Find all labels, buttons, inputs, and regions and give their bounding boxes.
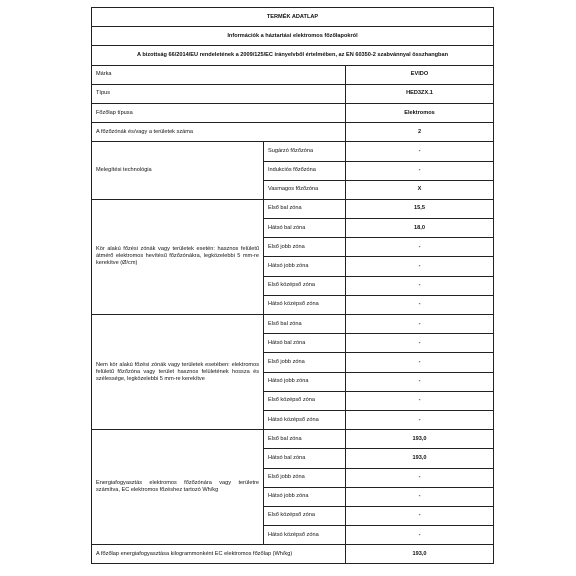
basic-row [92,103,494,122]
zone-label: Hátsó bal zóna [264,219,346,238]
row-value: 2 [346,123,494,142]
total-row [92,545,494,564]
zone-label: Indukciós főzőzóna [264,161,346,180]
zone-value: - [346,468,494,487]
zone-value: 15,5 [346,199,494,218]
zone-value: - [346,161,494,180]
zone-value: - [346,276,494,295]
product-data-sheet [91,7,494,564]
zone-value: - [346,487,494,506]
row-label: Főzőlap típusa [92,103,346,122]
zone-value: - [346,315,494,334]
zone-label: Hátsó jobb zóna [264,257,346,276]
zone-value: - [346,391,494,410]
zone-value: - [346,526,494,545]
zone-label: Hátsó jobb zóna [264,372,346,391]
zone-value: - [346,238,494,257]
subtitle-row [92,27,494,46]
zone-label: Első jobb zóna [264,468,346,487]
zone-label: Vasmagos főzőzóna [264,180,346,199]
heating-group-label: Melegítési technológia [92,142,264,200]
zone-value: - [346,410,494,429]
zone-value: - [346,295,494,314]
zone-value: 18,0 [346,219,494,238]
basic-row [92,84,494,103]
zone-value: - [346,142,494,161]
circular-row [92,199,494,218]
zone-label: Első bal zóna [264,199,346,218]
zone-label: Első jobb zóna [264,353,346,372]
zone-label: Első középső zóna [264,506,346,525]
row-value: Elektromos [346,103,494,122]
basic-row [92,123,494,142]
regulation-text: A bizottság 66/2014/EU rendeletének a 2009/125/EC irányelvből értelmében, az EN 60350-2 szabvánnyal összhangban [92,46,494,65]
row-label: A főzőzónák és/vagy a területek száma [92,123,346,142]
sheet-title: TERMÉK ADATLAP [92,8,494,27]
sheet-subtitle: Információk a háztartási elektromos főzőlapokról [92,27,494,46]
zone-label: Első középső zóna [264,276,346,295]
zone-value: - [346,353,494,372]
zone-label: Hátsó középső zóna [264,410,346,429]
basic-row [92,65,494,84]
energy-row [92,430,494,449]
circular-group-label: Kör alakú főzési zónák vagy területek esetén: hasznos felületű átmérő elektromos hevítésű főzőzónákra, legközelebbi 5 mm-re kerekítve (Ø/cm) [92,199,264,314]
zone-label: Hátsó bal zóna [264,334,346,353]
total-label: A főzőlap energiafogyasztása kilogrammonként EC elektromos főzőlap (Wh/kg) [92,545,346,564]
total-value: 193,0 [346,545,494,564]
zone-value: - [346,334,494,353]
zone-value: - [346,257,494,276]
zone-label: Első középső zóna [264,391,346,410]
zone-value: 193,0 [346,430,494,449]
row-value: HED3ZX.1 [346,84,494,103]
zone-value: 193,0 [346,449,494,468]
zone-value: - [346,506,494,525]
zone-value: - [346,372,494,391]
zone-label: Hátsó középső zóna [264,526,346,545]
zone-label: Sugárzó főzőzóna [264,142,346,161]
title-row [92,8,494,27]
zone-label: Hátsó bal zóna [264,449,346,468]
heating-row [92,142,494,161]
energy-group-label: Energiafogyasztás elektromos főzőzónára vagy területre számítva, EC elektromos főzéshez tartozó Wh/kg [92,430,264,545]
zone-label: Első jobb zóna [264,238,346,257]
noncircular-row [92,315,494,334]
zone-value: X [346,180,494,199]
zone-label: Első bal zóna [264,315,346,334]
zone-label: Első bal zóna [264,430,346,449]
noncircular-group-label: Nem kör alakú főzési zónák vagy területek esetében: elektromos felületű főzőzóna vagy terület hasznos felületének hossza és szélessége, legközelebbi 5 mm-re kerekítve [92,315,264,430]
zone-label: Hátsó jobb zóna [264,487,346,506]
regulation-row [92,46,494,65]
zone-label: Hátsó középső zóna [264,295,346,314]
row-label: Márka [92,65,346,84]
row-label: Típus [92,84,346,103]
row-value: EVIDO [346,65,494,84]
